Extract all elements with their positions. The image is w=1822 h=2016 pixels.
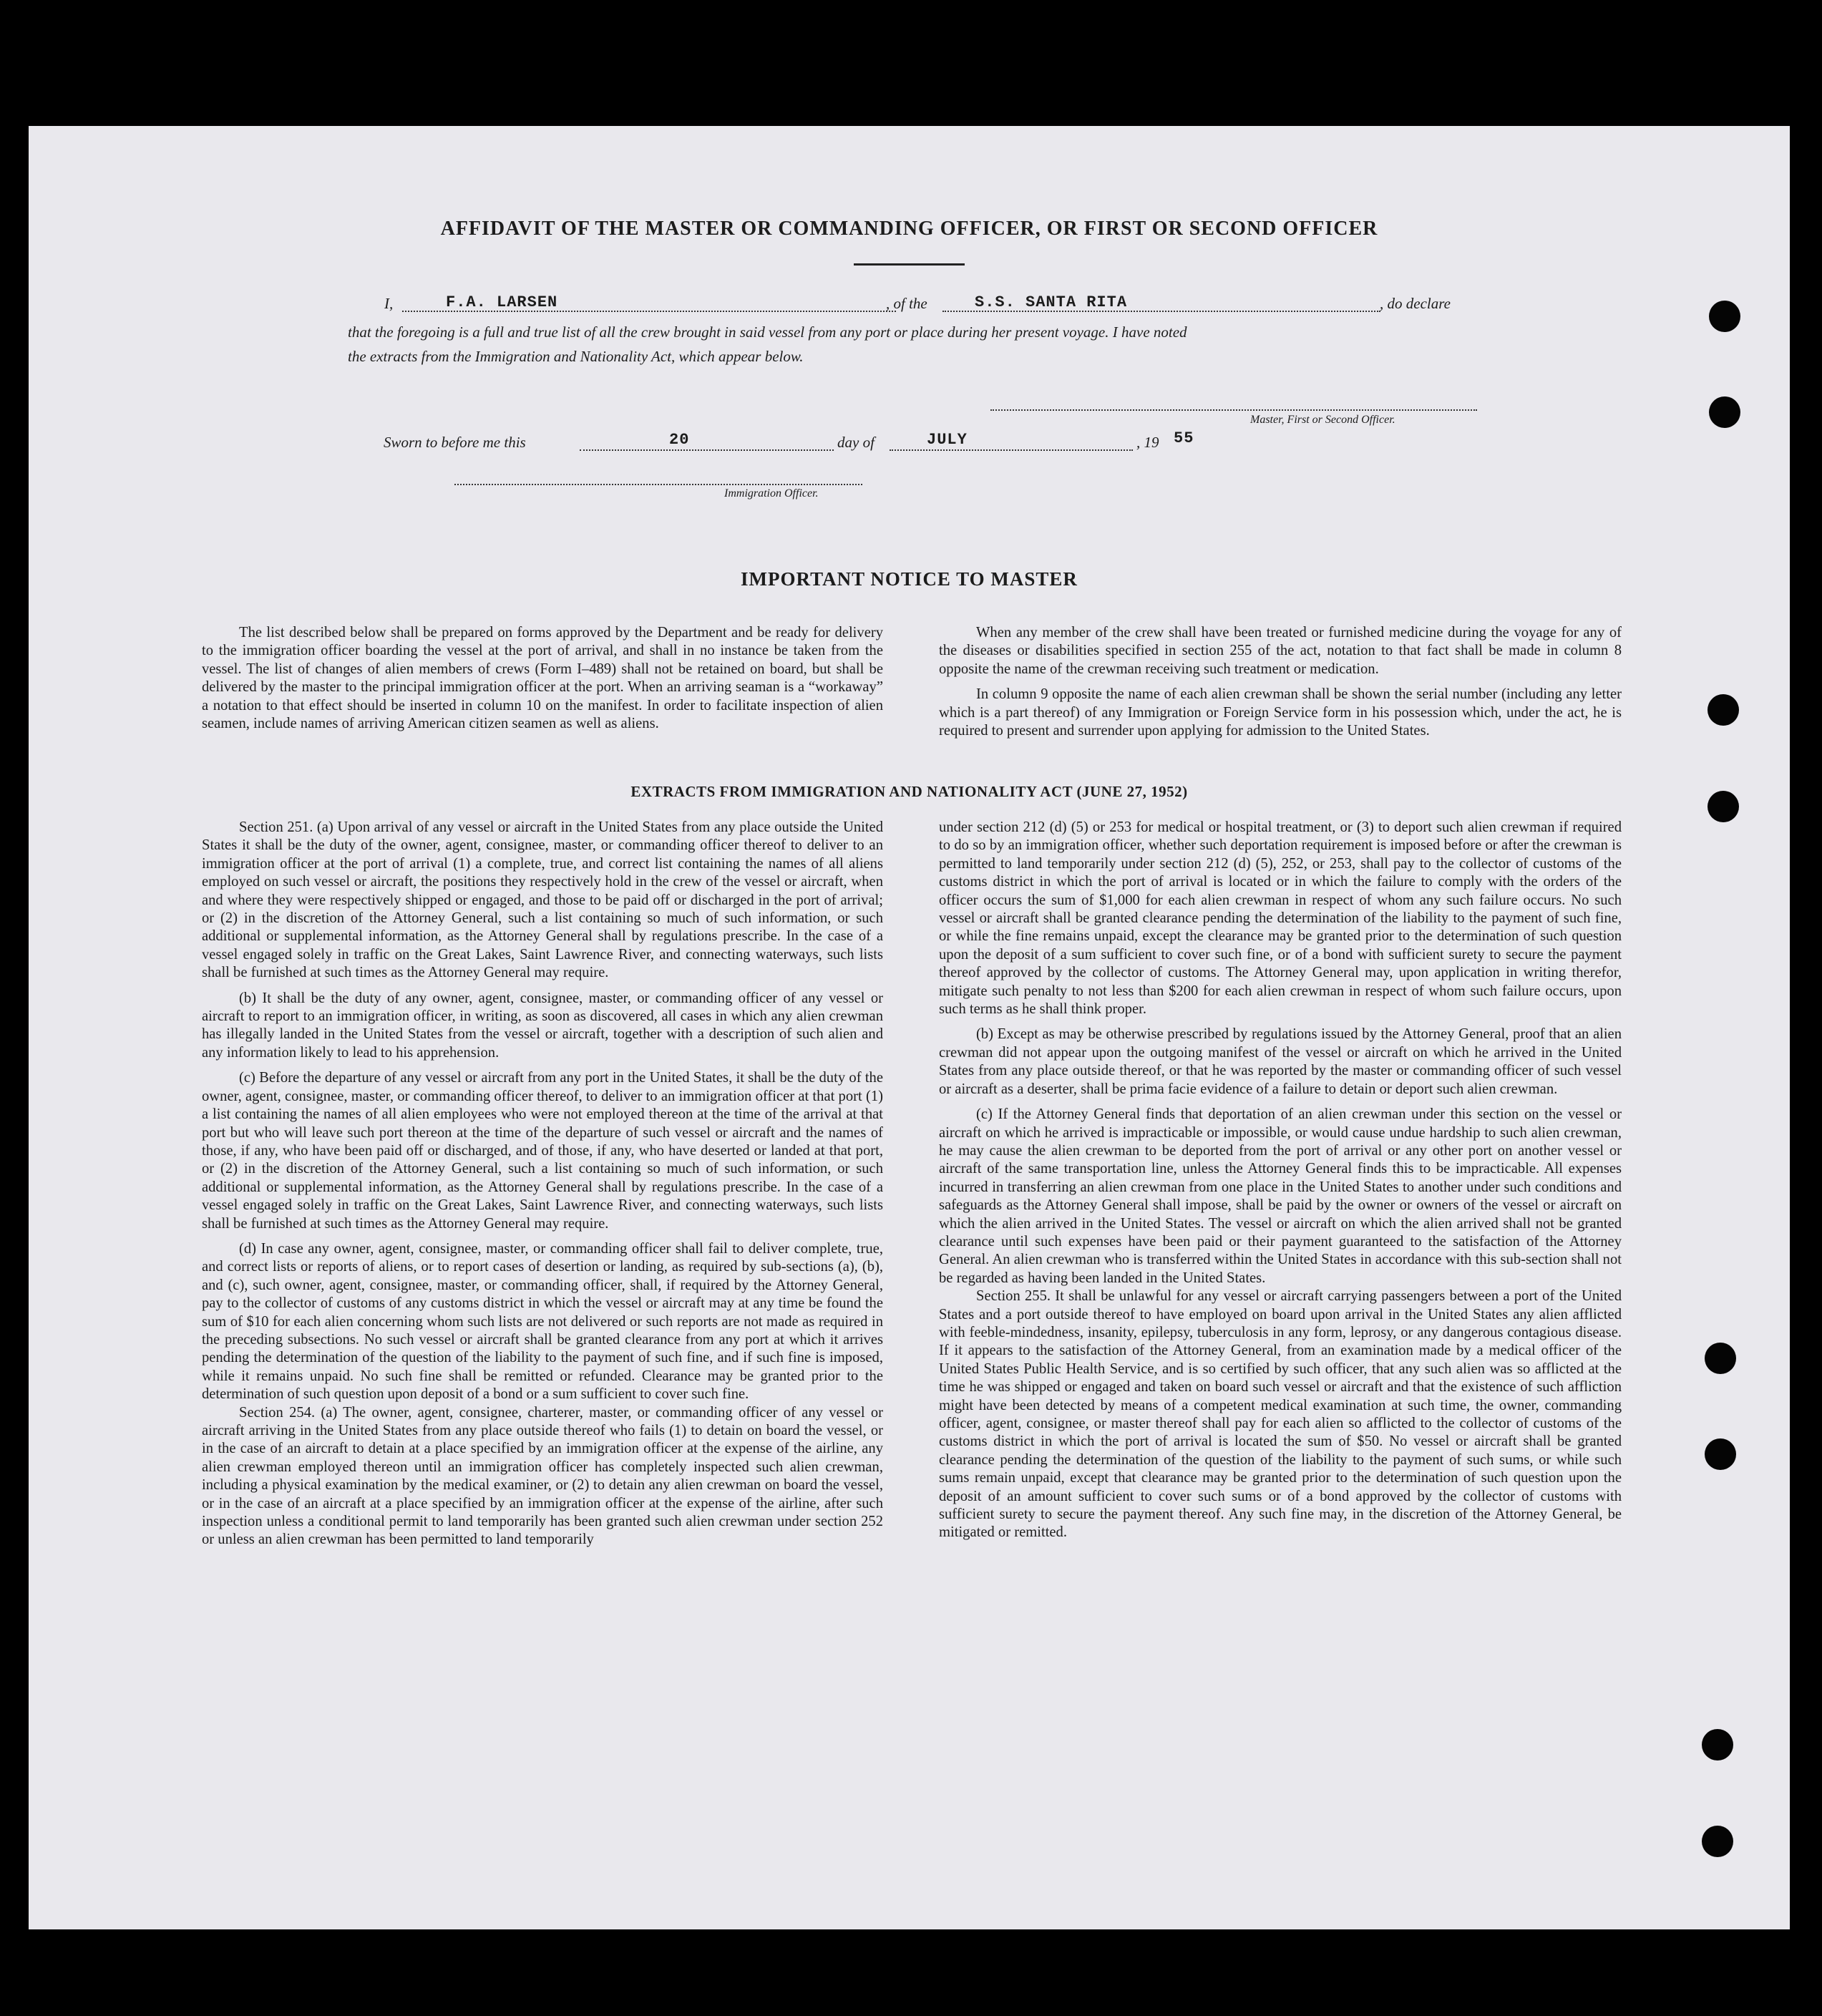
punch-hole (1707, 694, 1739, 726)
sworn-year: 55 (1174, 429, 1194, 447)
punch-hole (1702, 1826, 1733, 1857)
immigration-signature-line (454, 484, 862, 485)
extract-paragraph: (c) If the Attorney General finds that deportation of an alien crewman under this section on the vessel or aircraft on which he arrived is impracticable or impossible, or would cause undue hardship to such alien crewman, he may cause the alien crewman to be deported from the port of arrival or any other port on another vessel or aircraft of the same transportation line, unless the Attorney General finds this to be impracticable. All expenses incurred in transferring an alien crewman from one place in the United States to another under such conditions and safeguards as the Attorney General shall impose, shall be paid by the owner or owners of the vessel or aircraft on which the alien arrived in the United States. The vessel or aircraft on which the alien arrived shall not be granted clearance until such expenses have been paid or their payment guaranteed to the satisfaction of the Attorney General. An alien crewman who is transferred within the United States in accordance with this sub-section shall not be regarded as having been landed in the United States. (939, 1106, 1622, 1286)
sworn-day-blank (580, 449, 834, 451)
extract-paragraph: (d) In case any owner, agent, consignee, master, or commanding officer shall fail to deliver complete, true, and correct lists or reports of aliens, or to report cases of desertion or landing, as required by sub-sections (a), (b), and (c), such owner, agent, consignee, master, or commanding officer, shall, if required by the Attorney General, pay to the collector of customs of any customs district in which the vessel or aircraft may at any time be found the sum of $10 for each alien concerning whom such lists are not delivered or such reports are not made as required in the preceding subsections. No such vessel or aircraft shall be granted clearance from any port at which it arrives pending the determination of the question of the liability to the payment of such fine, and if such fine is imposed, while it remains unpaid. No such fine shall be remitted or refunded. Clearance may be granted prior to the determination of such question upon deposit of a bond or a sum sufficient to cover such fine. (202, 1240, 883, 1403)
year-prefix: , 19 (1136, 434, 1159, 451)
punch-hole (1705, 1438, 1736, 1470)
day-of-text: day of (837, 434, 875, 451)
affidavit-line1-of-the: , of the (886, 295, 927, 312)
extract-paragraph: (b) It shall be the duty of any owner, agent, consignee, master, or commanding officer of any vessel or aircraft to report to an immigration officer, in writing, as soon as discovered, all cases in which any alien crewman has illegally landed in the United States from the vessel or aircraft, together with a description of such alien and any information likely to lead to his apprehension. (202, 990, 883, 1061)
sworn-day: 20 (669, 431, 690, 449)
document-page (29, 126, 1790, 1929)
extracts-right-column (939, 819, 1622, 1542)
affidavit-line2: that the foregoing is a full and true list of all the crew brought in said vessel from any port or place during her present voyage. I have noted (348, 323, 1187, 341)
punch-hole (1709, 396, 1740, 428)
extract-paragraph: Section 254. (a) The owner, agent, consignee, charterer, master, or commanding officer of any vessel or aircraft arriving in the United States from any place outside thereof who fails (1) to detain on board the vessel, or in the case of an aircraft to detain at a place specified by an immigration officer at the expense of the airline, any alien crewman employed thereon until an immigration officer has completely inspected such alien crewman, including a physical examination by the medical examiner, or (2) to detain any alien crewman on board the vessel, or in the case of an aircraft at a place specified by an immigration officer at the expense of the airline, after such inspection unless a conditional permit to land temporarily has been granted such alien crewman under section 252 or unless an alien crewman has been permitted to land temporarily (202, 1404, 883, 1548)
notice-right-column (939, 624, 1622, 740)
punch-hole (1702, 1729, 1733, 1761)
master-signature-line (990, 409, 1477, 411)
title-divider (854, 263, 965, 266)
sworn-month-blank (890, 449, 1133, 451)
extracts-title: EXTRACTS FROM IMMIGRATION AND NATIONALITY ACT (JUNE 27, 1952) (630, 783, 1188, 800)
notice-paragraph: The list described below shall be prepared on forms approved by the Department and be ready for delivery to the immigration officer boarding the vessel at the port of arrival, and shall in no instance be taken from the vessel. The list of changes of alien members of crews (Form I–489) shall not be retained on board, but shall be delivered by the master to the principal immigration officer at the port. When an arriving seaman is a “workaway” a notation to that effect should be inserted in column 10 on the manifest. In order to facilitate inspection of alien seamen, include names of arriving American citizen seamen as well as aliens. (202, 625, 883, 732)
sworn-text: Sworn to before me this (384, 434, 526, 451)
notice-paragraph: In column 9 opposite the name of each alien crewman shall be shown the serial number (including any letter which is a part thereof) of any Immigration or Foreign Service form in his possession which, under the act, he is required to present and surrender upon applying for admission to the United States. (939, 686, 1622, 739)
notice-title: IMPORTANT NOTICE TO MASTER (741, 568, 1078, 590)
extract-paragraph: (c) Before the departure of any vessel or aircraft from any port in the United States, it shall be the duty of the owner, agent, consignee, master, or commanding officer thereof, to deliver to an immigration officer at that port (1) a list containing the names of all alien employees who were not employed thereon at the time of the arrival at that port but who will leave such port thereon at the time of the departure of such vessel or aircraft and the names of those, if any, who have been paid off or discharged, and of those, if any, who have deserted or landed at that port, or (2) in the discretion of the Attorney General, such a list containing so much of such information, or such additional or supplemental information, as the Attorney General shall by regulations prescribe. In the case of a vessel engaged solely in traffic on the Great Lakes, Saint Lawrence River, and connecting waterways, such lists shall be furnished at such times as the Attorney General may require. (202, 1070, 883, 1232)
extract-paragraph: under section 212 (d) (5) or 253 for medical or hospital treatment, or (3) to deport such alien crewman if required to do so by an immigration officer, whether such deportation requirement is imposed before or after the crewman is permitted to land temporarily under section 212 (d) (5), 252, or 253, shall pay to the collector of customs of the customs district in which the port of arrival is located or in which the failure to comply with the orders of the officer occurs the sum of $1,000 for each alien crewman in respect of whom any such failure occurs. No such vessel or aircraft shall be granted clearance pending the determination of the liability to the payment of such fine, or while the fine remains unpaid, except the clearance may be granted prior to the determination of such question upon the deposit of a sum sufficient to cover such fine, or of a bond with sufficient surety to secure the payment thereof approved by the collector of customs. The Attorney General may, upon application in writing therefor, mitigate such penalty to not less than $200 for each alien crewman in respect of whom such failure occurs, upon such terms as he shall think proper. (939, 819, 1622, 1018)
officer-name: F.A. LARSEN (446, 293, 558, 311)
punch-hole (1705, 1343, 1736, 1374)
affidavit-line3: the extracts from the Immigration and Nationality Act, which appear below. (348, 348, 804, 365)
master-caption: Master, First or Second Officer. (1250, 414, 1395, 426)
notice-left-column (202, 624, 883, 733)
extract-paragraph: Section 251. (a) Upon arrival of any vessel or aircraft in the United States from any place outside the United States it shall be the duty of the owner, agent, consignee, master, or commanding officer thereof to deliver to an immigration officer at the port of arrival (1) a complete, true, and correct list containing the names of all aliens employed on such vessel or aircraft, the positions they respectively hold in the crew of the vessel or aircraft, when and where they were respectively shipped or engaged, and those to be paid off or discharged in the port of arrival; or (2) in the discretion of the Attorney General, such a list containing so much of such information, or such additional or supplemental information, as the Attorney General shall by regulations prescribe. In the case of a vessel engaged solely in traffic on the Great Lakes, Saint Lawrence River, and connecting waterways, such lists shall be furnished at such times as the Attorney General may require. (202, 819, 883, 981)
notice-paragraph: When any member of the crew shall have been treated or furnished medicine during the voyage for any of the diseases or disabilities specified in section 255 of the act, notation to that fact shall be made in column 8 opposite the name of the crewman receiving such treatment or medication. (939, 625, 1622, 677)
extract-paragraph: Section 255. It shall be unlawful for any vessel or aircraft carrying passengers between a port of the United States and a port outside thereof to have employed on board upon arrival in the United States any alien afflicted with feeble-mindedness, insanity, epilepsy, tuberculosis in any form, leprosy, or any dangerous contagious disease. If it appears to the satisfaction of the Attorney General, from an examination made by a medical officer of the United States Public Health Service, and is so certified by such officer, that any such alien was so afflicted at the time he was shipped or engaged and taken on board such vessel or aircraft and that the existence of such affliction might have been detected by means of a competent medical examination at such time, the owner, commanding officer, agent, consignee, or master thereof shall pay for each alien so afflicted to the collector of customs of the customs district in which the port of arrival is located the sum of $50. No vessel or aircraft shall be granted clearance pending the determination of the question of the liability to the payment of such sums, or while such sums remain unpaid, except that clearance may be granted prior to the determination of such question upon the deposit of an amount sufficient to cover such sums or of a bond approved by the collector of customs with sufficient surety to secure the payment thereof. Any such fine may, in the discretion of the Attorney General, be mitigated or remitted. (939, 1288, 1622, 1541)
vessel-name: S.S. SANTA RITA (975, 293, 1128, 311)
immigration-caption: Immigration Officer. (724, 487, 819, 500)
punch-hole (1709, 301, 1740, 332)
extracts-left-column (202, 819, 883, 1549)
sworn-month: JULY (927, 431, 968, 449)
affidavit-title: AFFIDAVIT OF THE MASTER OR COMMANDING OFFICER, OR FIRST OR SECOND OFFICER (440, 218, 1378, 240)
extract-paragraph: (b) Except as may be otherwise prescribed by regulations issued by the Attorney General, proof that an alien crewman did not appear upon the outgoing manifest of the vessel or aircraft on which he arrived in the United States from any place outside thereof, or that he was reported by the master or commanding officer of such vessel or aircraft as a deserter, shall be prima facie evidence of a failure to detain or deport such alien crewman. (939, 1026, 1622, 1097)
affidavit-line1-i: I, (384, 295, 394, 312)
affidavit-line1-declare: , do declare (1380, 295, 1451, 312)
